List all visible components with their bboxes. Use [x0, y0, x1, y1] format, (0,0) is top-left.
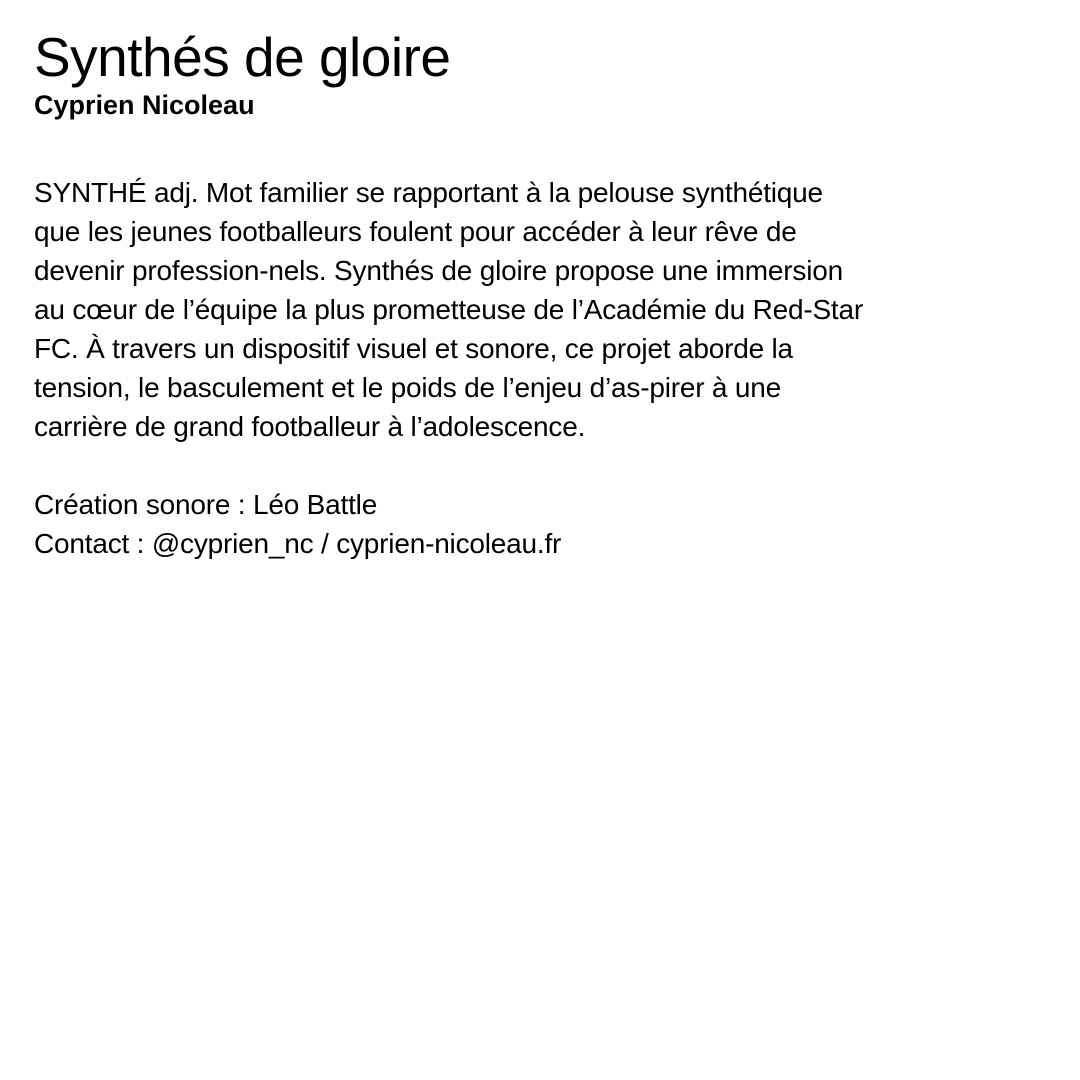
- credits-block: [34, 485, 1054, 563]
- description-line: tension, le basculement et le poids de l’enjeu d’as-pirer à une: [34, 372, 781, 403]
- description-line: FC. À travers un dispositif visuel et sonore, ce projet aborde la: [34, 333, 793, 364]
- sound-credit: Création sonore : Léo Battle: [34, 489, 378, 520]
- contact-info: Contact : @cyprien_nc / cyprien-nicoleau.fr: [34, 528, 562, 559]
- description-paragraph: [34, 173, 1054, 446]
- description-line: carrière de grand footballeur à l’adolescence.: [34, 411, 586, 442]
- description-line: au cœur de l’équipe la plus prometteuse de l’Académie du Red-Star: [34, 294, 864, 325]
- description-line: devenir profession-nels. Synthés de gloire propose une immersion: [34, 255, 843, 286]
- page-title: Synthés de gloire: [34, 26, 451, 88]
- document-page: [34, 26, 1054, 563]
- description-line: que les jeunes footballeurs foulent pour accéder à leur rêve de: [34, 216, 797, 247]
- description-line: SYNTHÉ adj. Mot familier se rapportant à la pelouse synthétique: [34, 177, 823, 208]
- author-name: Cyprien Nicoleau: [34, 90, 255, 120]
